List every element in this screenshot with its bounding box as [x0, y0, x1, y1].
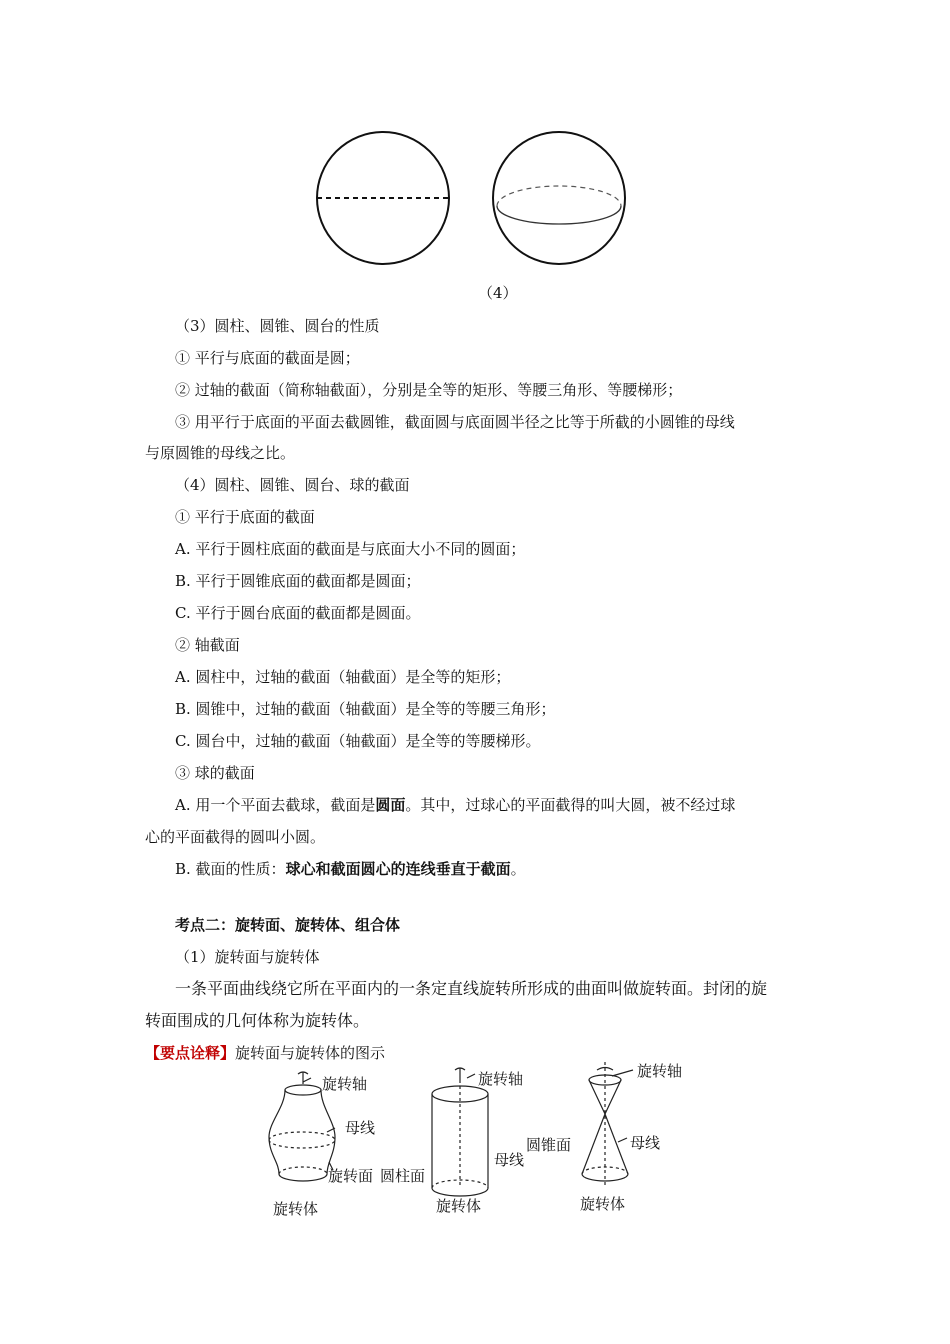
kaodian-2-para-line2: 转面围成的几何体称为旋转体。	[145, 1011, 370, 1030]
sec4-sub-3-a	[175, 795, 735, 815]
bold-term: 圆面	[375, 796, 406, 814]
note-tag: 【要点诠释】	[145, 1044, 236, 1062]
section-3-title: （3）圆柱、圆锥、圆台的性质	[175, 317, 380, 335]
sec4-sub-3: ③ 球的截面	[175, 764, 255, 782]
sec4-sub-2: ② 轴截面	[175, 636, 240, 654]
sphere-right	[493, 132, 625, 264]
sec4-sub-1-a: A. 平行于圆柱底面的截面是与底面大小不同的圆面；	[175, 540, 526, 558]
fig3-axis-label: 旋转轴	[637, 1062, 683, 1080]
bold-term: 球心和截面圆心的连线垂直于截面	[285, 860, 511, 878]
kaodian-2-heading: 考点二：旋转面、旋转体、组合体	[175, 916, 401, 934]
fig1-generatrix-label: 母线	[345, 1119, 376, 1137]
key-point-note	[145, 1043, 385, 1063]
text-span: A. 用一个平面去截球，截面是	[175, 796, 376, 814]
sec4-sub-2-b: B. 圆锥中，过轴的截面（轴截面）是全等的等腰三角形；	[175, 700, 556, 718]
note-text: 旋转面与旋转体的图示	[235, 1044, 386, 1062]
fig1-solid-label: 旋转体	[273, 1200, 319, 1218]
sphere-left	[317, 132, 449, 264]
sec4-sub-1-c: C. 平行于圆台底面的截面都是圆面。	[175, 604, 421, 622]
sec3-item-3-line1: ③ 用平行于底面的平面去截圆锥，截面圆与底面圆半径之比等于所截的小圆锥的母线	[175, 413, 735, 431]
fig1-axis-label: 旋转轴	[322, 1075, 368, 1093]
fig2-axis-label: 旋转轴	[478, 1070, 524, 1088]
sec4-sub-2-a: A. 圆柱中，过轴的截面（轴截面）是全等的矩形；	[175, 668, 511, 686]
sec3-item-3-line2: 与原圆锥的母线之比。	[145, 444, 296, 462]
sec4-sub-3-a-line2: 心的平面截得的圆叫小圆。	[145, 828, 326, 846]
figure-caption: （4）	[478, 284, 518, 302]
kaodian-2-para-line1: 一条平面曲线绕它所在平面内的一条定直线旋转所形成的曲面叫做旋转面。封闭的旋	[175, 979, 768, 998]
text-span: B. 截面的性质：	[175, 860, 286, 878]
sec3-item-2: ② 过轴的截面（简称轴截面），分别是全等的矩形、等腰三角形、等腰梯形；	[175, 381, 683, 399]
fig3-solid-label: 旋转体	[580, 1195, 626, 1213]
sec4-sub-1-b: B. 平行于圆锥底面的截面都是圆面；	[175, 572, 421, 590]
sec4-sub-3-b	[175, 859, 526, 879]
fig3-generatrix-label: 母线	[630, 1134, 661, 1152]
sec4-sub-1: ① 平行于底面的截面	[175, 508, 315, 526]
fig3-surface-label: 圆锥面	[526, 1136, 572, 1154]
fig2-surface-label: 圆柱面	[380, 1167, 426, 1185]
kaodian-2-subtitle: （1）旋转面与旋转体	[175, 948, 320, 966]
section-4-title: （4）圆柱、圆锥、圆台、球的截面	[175, 476, 410, 494]
text-span: 。其中，过球心的平面截得的叫大圆，被不经过球	[405, 796, 736, 814]
text-span: 。	[510, 860, 526, 878]
cone-rotation-solid	[582, 1062, 633, 1187]
sphere-cross-section-figure	[300, 120, 640, 270]
sec4-sub-2-c: C. 圆台中，过轴的截面（轴截面）是全等的等腰梯形。	[175, 732, 541, 750]
fig2-solid-label: 旋转体	[436, 1197, 482, 1215]
fig1-surface-label: 旋转面	[328, 1167, 374, 1185]
sec3-item-1: ① 平行与底面的截面是圆；	[175, 349, 360, 367]
fig2-generatrix-label: 母线	[494, 1151, 525, 1169]
